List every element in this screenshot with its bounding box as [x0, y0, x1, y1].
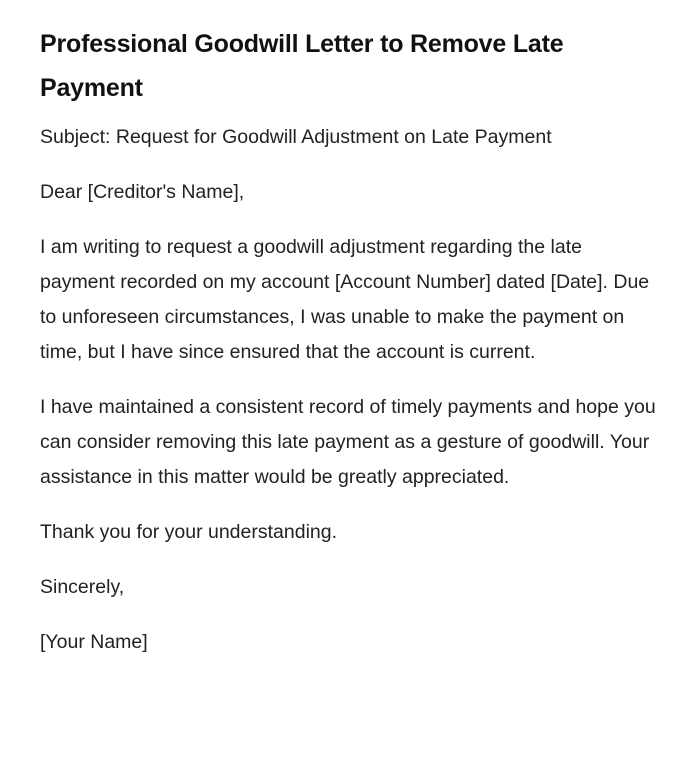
body-paragraph-2: I have maintained a consistent record of timely payments and hope you can consider removing this late payment as a gesture of goodwill. Your assistance in this matter would be greatly appreciated. — [40, 396, 656, 488]
closing: Sincerely, — [40, 576, 125, 598]
letter-title: Professional Goodwill Letter to Remove Late Payment — [40, 30, 564, 102]
body-paragraph-1: I am writing to request a goodwill adjustment regarding the late payment recorded on my account [Account Number] dated [Date]. Due to unforeseen circumstances, I was unable to make the payment on time, but I have since ensured that the account is current. — [40, 236, 650, 363]
salutation: Dear [Creditor's Name], — [40, 181, 245, 203]
thanks-line: Thank you for your understanding. — [40, 521, 338, 543]
signature: [Your Name] — [40, 631, 148, 653]
subject-line: Subject: Request for Goodwill Adjustment on Late Payment — [40, 126, 552, 148]
